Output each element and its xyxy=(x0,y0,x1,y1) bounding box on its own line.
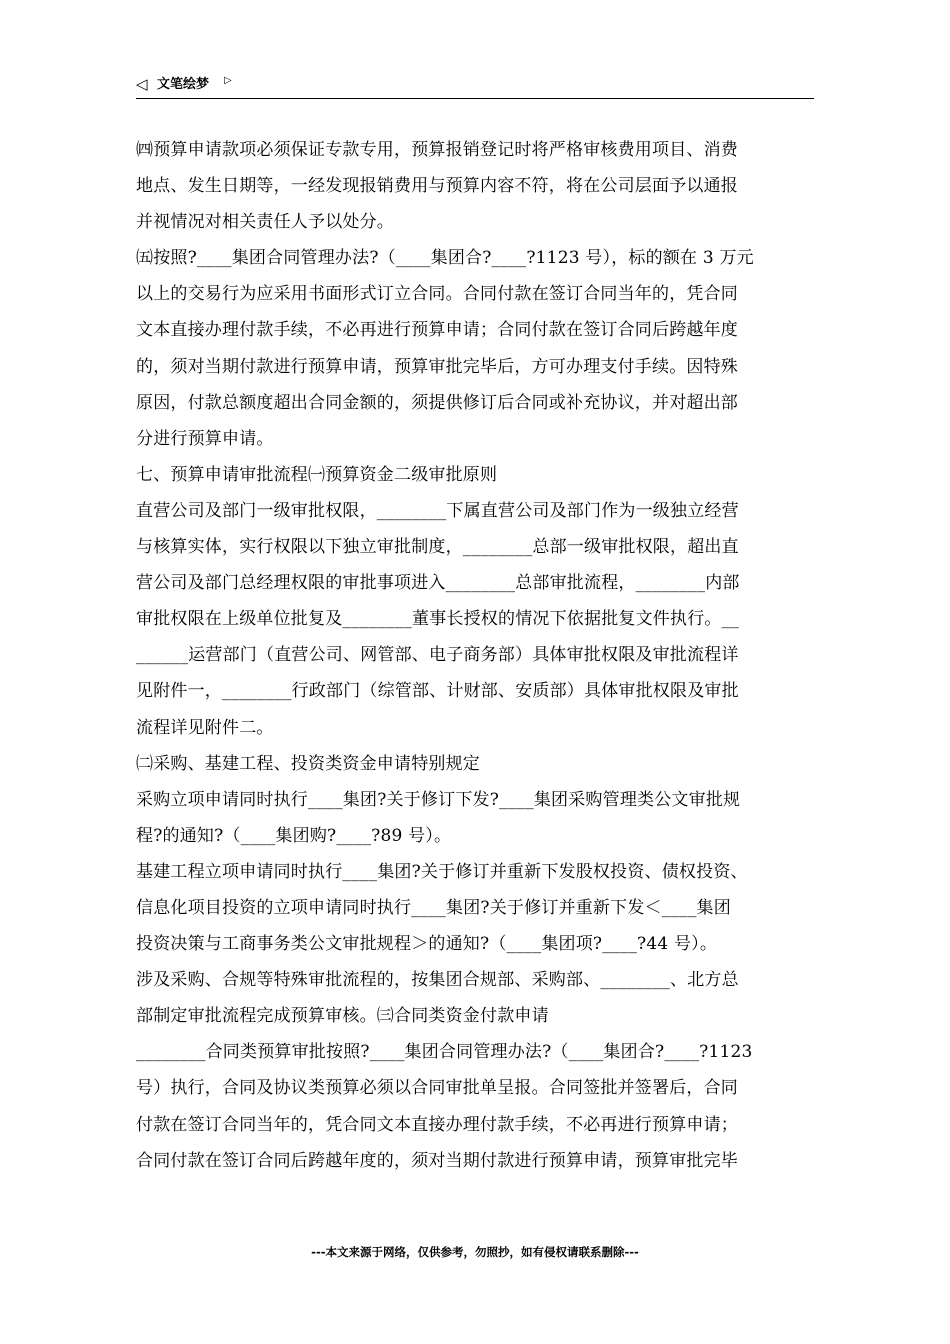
text-line: 分进行预算申请。 xyxy=(136,428,274,449)
page-header xyxy=(136,74,814,99)
text-line: 涉及采购、合规等特殊审批流程的，按集团合规部、采购部、________、北方总 xyxy=(136,970,739,991)
text-line: 七、预算申请审批流程㈠预算资金二级审批原则 xyxy=(136,464,498,485)
text-line: 原因，付款总额度超出合同金额的，须提供修订后合同或补充协议，并对超出部 xyxy=(136,392,738,413)
triangle-left-icon: ◁ xyxy=(136,75,148,93)
document-body xyxy=(136,132,816,1179)
text-line: 以上的交易行为应采用书面形式订立合同。合同付款在签订合同当年的，凭合同 xyxy=(136,284,738,305)
text-line: 并视情况对相关责任人予以处分。 xyxy=(136,212,394,233)
text-line: 地点、发生日期等，一经发现报销费用与预算内容不符，将在公司层面予以通报 xyxy=(136,176,738,197)
text-line: 部制定审批流程完成预算审核。㈢合同类资金付款申请 xyxy=(136,1006,549,1027)
text-line: 基建工程立项申请同时执行____集团?关于修订并重新下发股权投资、债权投资、 xyxy=(136,861,748,882)
text-line: ______运营部门（直营公司、网管部、电子商务部）具体审批权限及审批流程详 xyxy=(136,645,739,666)
text-line: 采购立项申请同时执行____集团?关于修订下发?____集团采购管理类公文审批规 xyxy=(136,789,741,810)
text-line: 文本直接办理付款手续，不必再进行预算申请；合同付款在签订合同后跨越年度 xyxy=(136,320,738,341)
text-line: 审批权限在上级单位批复及________董事长授权的情况下依据批复文件执行。__ xyxy=(136,609,739,630)
text-line: 程?的通知?（____集团购?____?89 号）。 xyxy=(136,825,452,846)
text-line: 合同付款在签订合同后跨越年度的，须对当期付款进行预算申请，预算审批完毕 xyxy=(136,1150,738,1171)
text-line: 与核算实体，实行权限以下独立审批制度，________总部一级审批权限，超出直 xyxy=(136,537,739,558)
text-line: ________合同类预算审批按照?____集团合同管理办法?（____集团合?____?1123 xyxy=(136,1042,753,1063)
text-line: 的，须对当期付款进行预算申请，预算审批完毕后，方可办理支付手续。因特殊 xyxy=(136,356,738,377)
text-line: 见附件一，________行政部门（综管部、计财部、安质部）具体审批权限及审批 xyxy=(136,681,739,702)
text-line: ㈣预算申请款项必须保证专款专用，预算报销登记时将严格审核费用项目、消费 xyxy=(136,140,738,160)
text-line: 流程详见附件二。 xyxy=(136,717,274,738)
text-line: 直营公司及部门一级审批权限，________下属直营公司及部门作为一级独立经营 xyxy=(136,500,739,521)
triangle-right-icon: ▷ xyxy=(224,75,232,86)
text-line: 营公司及部门总经理权限的审批事项进入________总部审批流程，________内部 xyxy=(136,573,740,594)
text-line: 号）执行，合同及协议类预算必须以合同审批单呈报。合同签批并签署后，合同 xyxy=(136,1078,738,1099)
header-brand: 文笔绘梦 xyxy=(157,77,210,92)
text-line: ㈡采购、基建工程、投资类资金申请特别规定 xyxy=(136,753,480,774)
footer-disclaimer: ---本文来源于网络，仅供参考，勿照抄，如有侵权请联系删除--- xyxy=(311,1245,639,1259)
text-line: 信息化项目投资的立项申请同时执行____集团?关于修订并重新下发＜____集团 xyxy=(136,897,731,918)
text-line: 付款在签订合同当年的，凭合同文本直接办理付款手续，不必再进行预算申请； xyxy=(136,1114,738,1135)
text-line: 投资决策与工商事务类公文审批规程＞的通知?（____集团项?____?44 号）。 xyxy=(136,934,718,955)
text-line: ㈤按照?____集团合同管理办法?（____集团合?____?1123 号），标的额在 3 万元 xyxy=(136,248,754,269)
